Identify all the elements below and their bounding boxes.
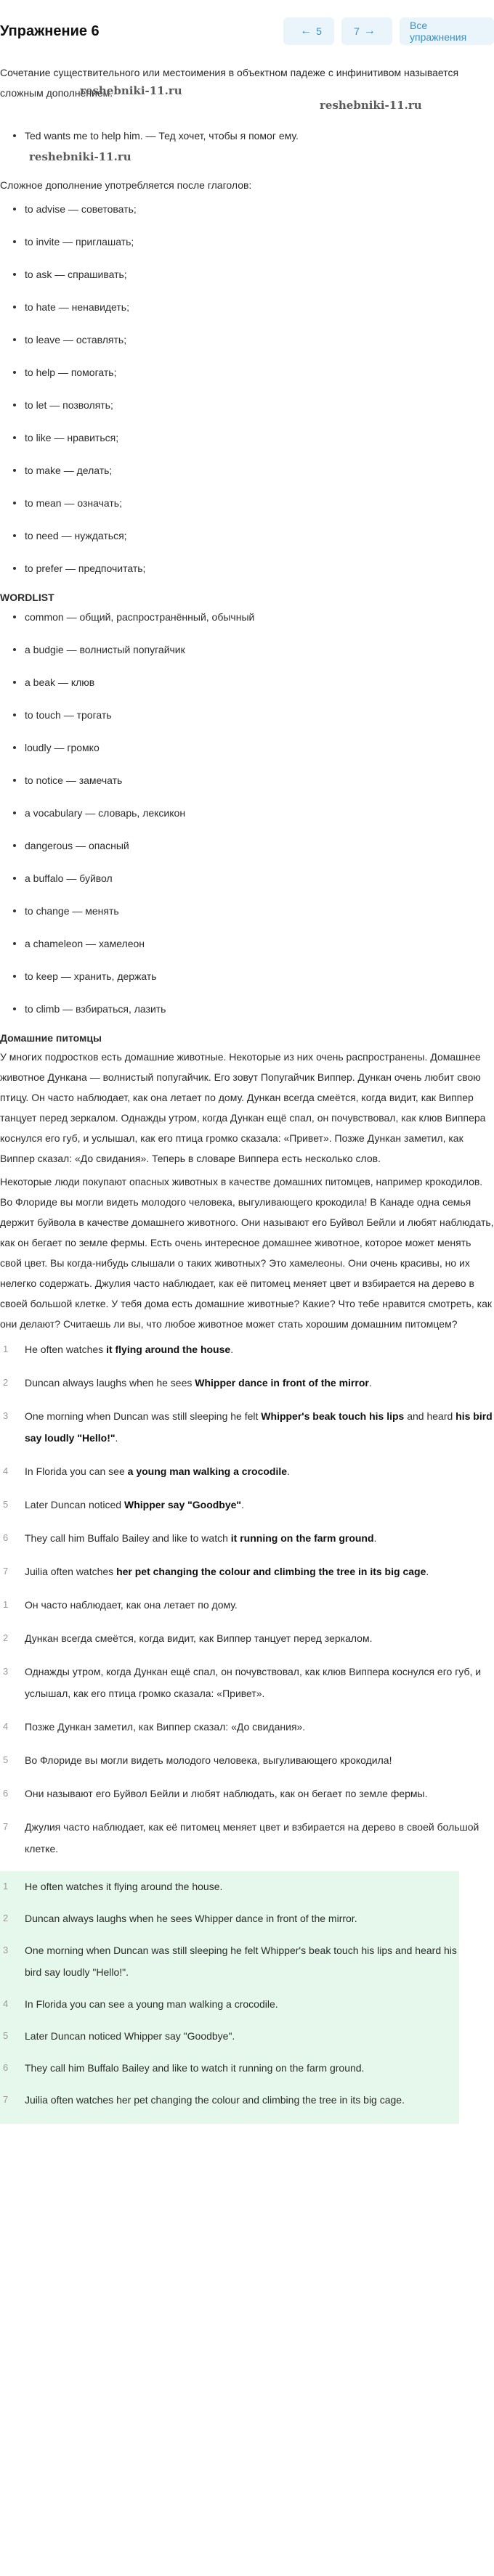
- wordlist-item: a chameleon — хамелеон: [0, 934, 494, 953]
- wordlist-item: dangerous — опасный: [0, 836, 494, 855]
- sentence-text: One morning when Duncan was still sleeping he felt Whipper's beak touch his lips and heard his bird say loudly "Hello!".: [25, 1945, 457, 1978]
- list-item: [0, 1405, 494, 1449]
- item-number: 4: [3, 1998, 9, 2009]
- list-item: [0, 1661, 494, 1704]
- item-number: 6: [3, 1788, 9, 1799]
- sentence-text: Juilia often watches her pet changing the colour and climbing the tree in its big cage.: [25, 2094, 405, 2106]
- highlighted-phrase: Whipper dance in front of the mirror: [195, 1377, 369, 1389]
- item-number: 5: [3, 2030, 9, 2041]
- sentence-text: They call him Buffalo Bailey and like to watch it running on the farm ground.: [25, 2062, 365, 2074]
- page-title: Упражнение 6: [0, 23, 100, 39]
- sentence-text: .: [241, 1499, 244, 1510]
- item-number: 2: [3, 1377, 9, 1388]
- highlighted-phrase: it running on the farm ground: [230, 1532, 374, 1544]
- list-item: [0, 1816, 494, 1860]
- sentence-text: Во Флориде вы могли видеть молодого человека, выгуливающего крокодила!: [25, 1754, 392, 1766]
- item-number: 6: [3, 2062, 9, 2073]
- verbs-list: [0, 200, 494, 578]
- watermark: reshebniki-11.ru: [320, 99, 422, 112]
- sentence-text: Later Duncan noticed Whipper say "Goodbye".: [25, 2030, 235, 2042]
- item-number: 5: [3, 1499, 9, 1510]
- pets-title: Домашние питомцы: [0, 1032, 102, 1044]
- sentence-text: Дункан всегда смеётся, когда видит, как Виппер танцует перед зеркалом.: [25, 1632, 373, 1644]
- sentence-text: Later Duncan noticed: [25, 1499, 124, 1510]
- list-item: [0, 1338, 494, 1360]
- list-item: [0, 1993, 459, 2015]
- item-number: 3: [3, 1410, 9, 1421]
- list-item: [0, 2089, 459, 2111]
- sentence-text: One morning when Duncan was still sleeping he felt: [25, 1410, 262, 1422]
- pets-text-1: У многих подростков есть домашние животные. Некоторые из них очень распространены. Домашнее животное Дункана — волнистый попугайчик. Его зовут Попугайчик Виппер. Дункан очень любит свою птицу. Он часто наблюдает, как она летает по дому. Дункан всегда смеётся, когда видит, как Виппер танцует перед зеркалом. Однажды утром, когда Дункан ещё спал, он почувствовал, как клюв Виппера коснулся его губ, и услышал, как его птица громко сказала: «Привет». Позже Дункан заметил, как Виппер сказал: «До свидания». Теперь в словаре Виппера есть несколько слов.: [0, 1051, 486, 1164]
- sentence-text: .: [373, 1532, 377, 1544]
- highlighted-phrase: Whipper say "Goodbye": [124, 1499, 242, 1510]
- sentence-text: Он часто наблюдает, как она летает по дому.: [25, 1599, 238, 1611]
- watermark: reshebniki-11.ru: [80, 84, 182, 97]
- wordlist-item: to climb — взбираться, лазить: [0, 999, 494, 1018]
- sentence-text: Duncan always laughs when he sees: [25, 1377, 195, 1389]
- item-number: 5: [3, 1754, 9, 1765]
- sentence-text: Duncan always laughs when he sees Whipper dance in front of the mirror.: [25, 1913, 357, 1924]
- item-number: 1: [3, 1881, 9, 1892]
- wordlist-item: common — общий, распространённый, обычный: [0, 608, 494, 626]
- list-item: [0, 1783, 494, 1804]
- list-item: [0, 1939, 459, 1983]
- all-exercises-label: Все упражнения: [410, 20, 467, 43]
- item-number: 1: [3, 1344, 9, 1354]
- header: [0, 0, 494, 62]
- verb-item: to let — позволять;: [0, 396, 494, 414]
- verb-item: to advise — советовать;: [0, 200, 494, 218]
- highlighted-phrase: Whipper's beak touch his lips: [261, 1410, 405, 1422]
- verb-item: to ask — спрашивать;: [0, 265, 494, 284]
- sentence-text: In Florida you can see a young man walking a crocodile.: [25, 1998, 278, 2010]
- sentence-text: and heard: [404, 1410, 456, 1422]
- verb-item: to invite — приглашать;: [0, 232, 494, 251]
- list-item: [0, 1372, 494, 1394]
- example-item: Ted wants me to help him. — Тед хочет, чтобы я помог ему.: [0, 126, 494, 145]
- highlighted-phrase: a young man walking a crocodile: [127, 1465, 288, 1477]
- item-number: 4: [3, 1465, 9, 1476]
- list-item: [0, 1460, 494, 1482]
- verb-item: to make — делать;: [0, 461, 494, 480]
- pets-text-2: Некоторые люди покупают опасных животных в качестве домашних питомцев, например крокодилов. Во Флориде вы могли видеть молодого человека, выгуливающего крокодила! В Канаде одна семья держит буйвола в качестве домашнего животного. Они называют его Буйвол Бейли и любят наблюдать, как он бегает по земле фермы. Есть очень интересное домашнее животное, которое может менять свой цвет. Вы когда-нибудь слышали о таких животных? Это хамелеоны. Они очень красивы, но их нелегко содержать. Джулия часто наблюдает, как её питомец меняет цвет и взбирается на дерево в своей большой клетке. У тебя дома есть домашние животные? Какие? Что тебе нравится смотреть, как они делают? Считаешь ли вы, что любое животное может стать хорошим домашним питомцем?: [0, 1176, 494, 1330]
- all-exercises-button[interactable]: [400, 17, 494, 45]
- item-number: 6: [3, 1532, 9, 1543]
- sentence-text: They call him Buffalo Bailey and like to watch: [25, 1532, 231, 1544]
- wordlist-item: to keep — хранить, держать: [0, 967, 494, 986]
- watermark: reshebniki-11.ru: [29, 150, 131, 163]
- list-item: [0, 1716, 494, 1738]
- wordlist-item: a vocabulary — словарь, лексикон: [0, 804, 494, 822]
- item-number: 4: [3, 1721, 9, 1732]
- item-number: 1: [3, 1599, 9, 1610]
- list-item: [0, 1594, 494, 1616]
- theory-block: [0, 62, 494, 578]
- wordlist-item: to touch — трогать: [0, 706, 494, 724]
- russian-sentences-list: [0, 1594, 494, 1860]
- wordlist-item: loudly — громко: [0, 738, 494, 757]
- intro-text: Сочетание существительного или местоимения в объектном падеже с инфинитивом называется сложным дополнением.: [0, 67, 459, 99]
- sentence-text: .: [230, 1344, 234, 1355]
- sentence-text: Однажды утром, когда Дункан ещё спал, он почувствовал, как клюв Виппера коснулся его губ, и услышал, как его птица громко сказала: «Привет».: [25, 1666, 482, 1699]
- wordlist-item: a budgie — волнистый попугайчик: [0, 640, 494, 659]
- verb-item: to prefer — предпочитать;: [0, 559, 494, 578]
- item-number: 3: [3, 1666, 9, 1677]
- bold-sentences-list: [0, 1338, 494, 1582]
- arrow-left-icon: ←: [300, 25, 312, 37]
- sentence-text: .: [426, 1566, 429, 1577]
- sentence-text: .: [287, 1465, 290, 1477]
- next-exercise-button[interactable]: [341, 17, 392, 45]
- item-number: 7: [3, 2094, 9, 2105]
- list-item: [0, 1494, 494, 1516]
- item-number: 7: [3, 1821, 9, 1832]
- wordlist-item: to change — менять: [0, 901, 494, 920]
- list-item: [0, 2025, 459, 2047]
- highlighted-phrase: his bird say loudly "Hello!": [25, 1410, 493, 1444]
- exercise-nav: [283, 17, 494, 45]
- list-item: [0, 1527, 494, 1549]
- wordlist-item: to notice — замечать: [0, 771, 494, 790]
- next-exercise-label: 7: [354, 25, 360, 37]
- verbs-intro: Сложное дополнение употребляется после глаголов:: [0, 179, 252, 191]
- item-number: 7: [3, 1566, 9, 1577]
- list-item: [0, 1908, 459, 1929]
- sentence-text: In Florida you can see: [25, 1465, 128, 1477]
- highlighted-phrase: her pet changing the colour and climbing the tree in its big cage: [116, 1566, 426, 1577]
- wordlist-title: WORDLIST: [0, 592, 54, 603]
- list-item: [0, 2057, 459, 2079]
- sentence-text: .: [115, 1432, 118, 1444]
- item-number: 2: [3, 1913, 9, 1923]
- sentence-text: Juilia often watches: [25, 1566, 117, 1577]
- list-item: [0, 1561, 494, 1582]
- wordlist: [0, 608, 494, 1018]
- verb-item: to leave — оставлять;: [0, 330, 494, 349]
- wordlist-item: a beak — клюв: [0, 673, 494, 692]
- sentence-text: Позже Дункан заметил, как Виппер сказал: «До свидания».: [25, 1721, 306, 1733]
- list-item: [0, 1749, 494, 1771]
- prev-exercise-label: 5: [316, 25, 322, 37]
- watermark-row: [0, 150, 494, 175]
- item-number: 3: [3, 1945, 9, 1955]
- watermark-row: [0, 84, 494, 122]
- item-number: 2: [3, 1632, 9, 1643]
- verb-item: to help — помогать;: [0, 363, 494, 382]
- plain-sentences-list: [0, 1876, 459, 2111]
- list-item: [0, 1627, 494, 1649]
- sentence-text: He often watches: [25, 1344, 107, 1355]
- verb-item: to like — нравиться;: [0, 428, 494, 447]
- prev-exercise-button[interactable]: [283, 17, 334, 45]
- verb-item: to hate — ненавидеть;: [0, 298, 494, 316]
- answer-block: [0, 1871, 459, 2124]
- verb-item: to need — нуждаться;: [0, 526, 494, 545]
- example-list: [0, 126, 494, 145]
- verb-item: to mean — означать;: [0, 494, 494, 512]
- sentence-text: He often watches it flying around the house.: [25, 1881, 223, 1892]
- sentence-text: Джулия часто наблюдает, как её питомец меняет цвет и взбирается на дерево в своей большой клетке.: [25, 1821, 479, 1855]
- sentence-text: Они называют его Буйвол Бейли и любят наблюдать, как он бегает по земле фермы.: [25, 1788, 428, 1799]
- sentence-text: .: [368, 1377, 372, 1389]
- list-item: [0, 1876, 459, 1897]
- wordlist-item: a buffalo — буйвол: [0, 869, 494, 888]
- highlighted-phrase: it flying around the house: [106, 1344, 231, 1355]
- arrow-right-icon: →: [363, 25, 376, 37]
